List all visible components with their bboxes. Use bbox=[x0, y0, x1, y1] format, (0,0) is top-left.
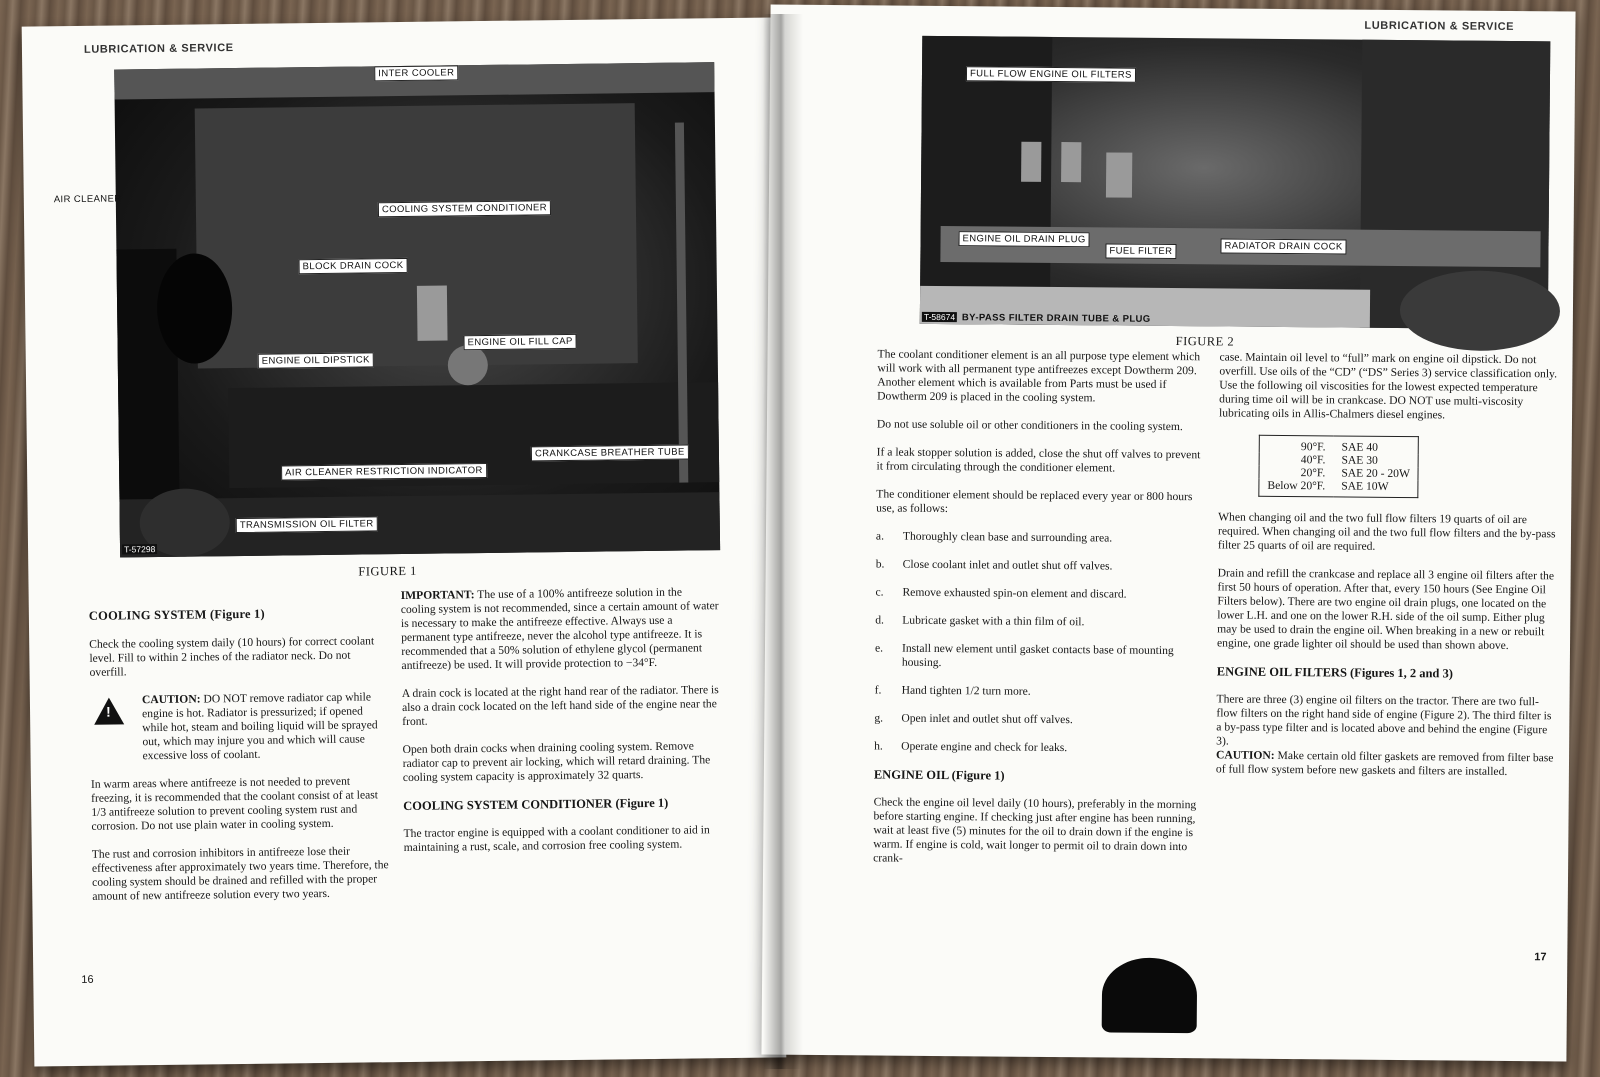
running-header-right: LUBRICATION & SERVICE bbox=[1364, 19, 1515, 33]
label-inter-cooler: INTER COOLER bbox=[374, 65, 458, 81]
oil-row: 20°F. SAE 20 - 20W bbox=[1300, 466, 1411, 481]
cooling-paragraph-1: Check the cooling system daily (10 hours) for correct coolant level. Fill to within 2 inches of the radiator neck. Do not overfill. bbox=[89, 634, 375, 679]
label-crankcase-breather-tube: CRANKCASE BREATHER TUBE bbox=[531, 445, 689, 462]
label-engine-oil-drain-plug: ENGINE OIL DRAIN PLUG bbox=[958, 231, 1089, 247]
step-h: h. Operate engine and check for leaks. bbox=[874, 739, 1068, 755]
oil-quantity-paragraph: When changing oil and the two full flow filters 19 quarts of oil are required. When changing oil and the two full flow filters and the by-pass filter 25 quarts of oil are required. bbox=[1217, 510, 1556, 553]
soluble-oil-paragraph: Do not use soluble oil or other conditioners in the cooling system. bbox=[876, 417, 1183, 434]
step-a: a. Thoroughly clean base and surrounding area. bbox=[875, 529, 1113, 545]
step-e: e. Install new element until gasket contacts base of mounting housing. bbox=[874, 641, 1174, 670]
leak-stopper-paragraph: If a leak stopper solution is added, close the shut off valves to prevent it from circulating through the conditioner element. bbox=[876, 445, 1201, 475]
page-16 bbox=[22, 17, 787, 1066]
cooling-system-heading: COOLING SYSTEM (Figure 1) bbox=[88, 606, 265, 623]
drain-refill-paragraph: Drain and refill the crankcase and replace all 3 engine oil filters after the first 50 hours of operation. After that, every 150 hours (See Engine Oil Filters below). There are two engine oil drain plugs, one located on the lower L.H. and one on the lower R.H. side of the oil sump. Either plug may be used to drain the engine oil. When breaking in a new or rebuilt engine, one grade lighter oil should be used than shown above. bbox=[1216, 566, 1555, 652]
warning-triangle-icon: ! bbox=[94, 697, 124, 724]
running-header: LUBRICATION & SERVICE bbox=[83, 42, 234, 56]
conditioner-heading: COOLING SYSTEM CONDITIONER (Figure 1) bbox=[403, 795, 669, 814]
left-column-1 bbox=[89, 634, 392, 918]
page-17 bbox=[761, 5, 1575, 1062]
conditioner-element-paragraph: The coolant conditioner element is an all purpose type element which will work with all permanent type antifreezes except Dowtherm 209. Another element which is available from Parts must be used if Dowtherm 209 is placed in the cooling system. bbox=[877, 347, 1201, 405]
left-column-2 bbox=[401, 585, 722, 869]
engine-oil-heading: ENGINE OIL (Figure 1) bbox=[873, 767, 1005, 783]
oil-row: Below 20°F. SAE 10W bbox=[1267, 478, 1389, 493]
step-g: g. Open inlet and outlet shut off valves. bbox=[874, 711, 1073, 727]
draining-paragraph: Open both drain cocks when draining cooling system. Remove radiator cap to prevent air locking, which will retard draining. The cooling system capacity is approximately 32 quarts. bbox=[402, 739, 711, 785]
page-number-left: 16 bbox=[81, 973, 94, 986]
label-block-drain-cock: BLOCK DRAIN COCK bbox=[299, 258, 408, 274]
figure-1-photo bbox=[53, 62, 720, 557]
cooling-paragraph-3: The rust and corrosion inhibitors in antifreeze lose their effectiveness after approximately two years time. Therefore, the cooling system should be drained and refilled with the proper amount of new antifreeze solution every two years. bbox=[91, 844, 389, 903]
label-air-cleaner-restriction-indicator: AIR CLEANER RESTRICTION INDICATOR bbox=[281, 463, 487, 481]
step-d: d. Lubricate gasket with a thin film of oil. bbox=[875, 613, 1085, 629]
caution-text: DO NOT remove radiator cap while engine is hot. Radiator is pressurized; if opened while hot, steam and boiling liquid will be sprayed out, which may injure you and which will cause excessive loss of coolant. bbox=[141, 690, 378, 763]
filter-caution-text: Make certain old filter gaskets are removed from filter base of full flow system before new gaskets and filters are installed. bbox=[1215, 748, 1554, 778]
figure-2-caption: FIGURE 2 bbox=[1175, 334, 1235, 349]
label-transmission-oil-filter: TRANSMISSION OIL FILTER bbox=[236, 516, 378, 533]
oil-row: 90°F. SAE 40 bbox=[1300, 440, 1379, 454]
label-air-cleaner: AIR CLEANER bbox=[53, 193, 122, 206]
caution-label: CAUTION: bbox=[141, 692, 201, 707]
label-full-flow-filters: FULL FLOW ENGINE OIL FILTERS bbox=[966, 66, 1136, 82]
oil-viscosity-table bbox=[1258, 435, 1419, 498]
figure-2-code: T-58674 bbox=[923, 311, 956, 323]
right-column-1 bbox=[873, 347, 1208, 882]
drain-cock-paragraph: A drain cock is located at the right hand rear of the radiator. There is also a drain cock located on the left hand side of the engine near the front. bbox=[401, 683, 719, 729]
figure-1-caption: FIGURE 1 bbox=[358, 563, 417, 579]
label-fuel-filter: FUEL FILTER bbox=[1105, 243, 1176, 259]
oil-row: 40°F. SAE 30 bbox=[1300, 453, 1378, 467]
replace-element-paragraph: The conditioner element should be replaced every year or 800 hours use, as follows: bbox=[876, 487, 1193, 516]
important-text: The use of a 100% antifreeze solution in the cooling system is not recommended, since a certain amount of water is necessary to make the antifreeze effective. Always use a permanent type antifreeze, never the alcohol type antifreeze. It is recommended that a 50% solution of ethylene glycol (permanent antifreeze) be used. It will provide protection to −34°F. bbox=[400, 585, 719, 673]
engine-oil-paragraph: Check the engine oil level daily (10 hours), preferably in the morning before starting engine. If checking just after engine has been running, wait at least five (5) minutes for the oil to drain down if the engine is warm. If engine is cold, wait longer to permit oil to drain down into crank- bbox=[873, 795, 1197, 865]
label-engine-oil-fill-cap: ENGINE OIL FILL CAP bbox=[463, 334, 576, 350]
figure-1-code: T-57298 bbox=[124, 544, 156, 555]
conditioner-paragraph: The tractor engine is equipped with a coolant conditioner to aid in maintaining a rust, scale, and corrosion free cooling system. bbox=[403, 823, 710, 855]
open-manual bbox=[28, 4, 1573, 1069]
label-cooling-system-conditioner: COOLING SYSTEM CONDITIONER bbox=[378, 200, 551, 217]
important-label: IMPORTANT: bbox=[400, 588, 475, 603]
oil-viscosity-table-wrap bbox=[1258, 435, 1557, 500]
oil-level-paragraph: case. Maintain oil level to “full” mark on engine oil dipstick. Do not overfill. Use oils of the “CD” (“DS” Series 3) service classification only. Use the following oil viscosities for the lowest expected temperature during time oil will be in crankcase. DO NOT use multi-viscosity lubricating oils in Allis-Chalmers diesel engines. bbox=[1218, 350, 1558, 422]
step-c: c. Remove exhausted spin-on element and discard. bbox=[875, 585, 1127, 601]
oil-filters-heading: ENGINE OIL FILTERS (Figures 1, 2 and 3) bbox=[1216, 664, 1454, 681]
page-number-right: 17 bbox=[1534, 951, 1547, 964]
replacement-steps bbox=[874, 529, 1206, 756]
label-bypass-drain-tube: BY-PASS FILTER DRAIN TUBE & PLUG bbox=[961, 312, 1151, 325]
step-f: f. Hand tighten 1/2 turn more. bbox=[874, 683, 1031, 698]
cooling-paragraph-2: In warm areas where antifreeze is not needed to prevent freezing, it is recommended that the coolant consist of at least 1/3 antifreeze solution to prevent cooling system rust and corrosion. Do not use plain water in cooling system. bbox=[90, 774, 379, 833]
label-radiator-drain-cock: RADIATOR DRAIN COCK bbox=[1220, 238, 1346, 254]
step-b: b. Close coolant inlet and outlet shut off valves. bbox=[875, 557, 1113, 573]
figure-2-photo bbox=[920, 36, 1550, 329]
book-gutter bbox=[763, 14, 803, 1069]
filter-caution-label: CAUTION: bbox=[1216, 748, 1275, 762]
right-column-2 bbox=[1216, 350, 1558, 793]
label-engine-oil-dipstick: ENGINE OIL DIPSTICK bbox=[258, 352, 374, 368]
thumb-shadow bbox=[1102, 957, 1198, 1033]
oil-filters-paragraph: There are three (3) engine oil filters on the tractor. There are two full-flow filters on the right hand side of engine (Figure 2). The third filter is a by-pass type filter and is located above and behind the engine (Figure 3). bbox=[1216, 692, 1552, 748]
